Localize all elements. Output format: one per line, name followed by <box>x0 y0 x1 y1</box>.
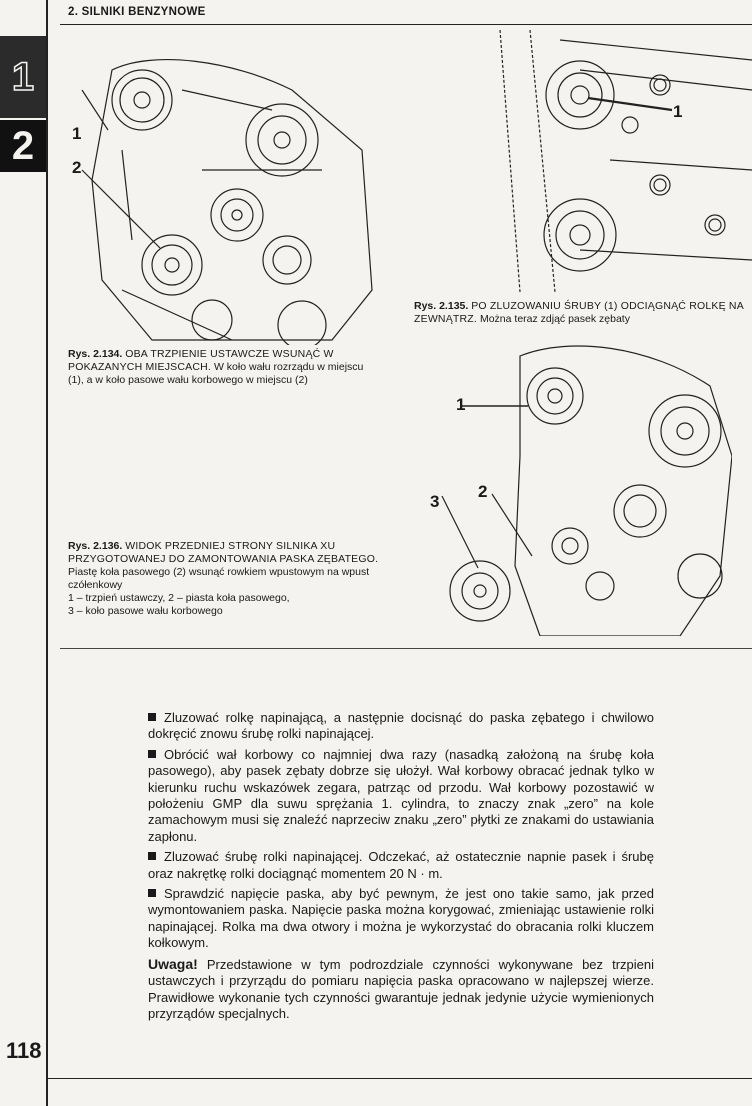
figure-2-136-caption <box>68 540 384 618</box>
fig135-callout-1: 1 <box>673 102 683 121</box>
figure-2-134-caption <box>68 348 378 387</box>
figure-2-136-caption-text: Piastę koła pasowego (2) wsunąć rowkiem wpustowym na wpust czółenkowy <box>68 566 370 591</box>
footer-rule <box>48 1078 752 1079</box>
section-divider <box>60 648 752 649</box>
instruction-step-3-text: Zluzować śrubę rolki napinającej. Odczekać, aż ostatecznie napnie pasek i śrubę oraz nakrętkę rolki dociągnąć momentem 20 N · m. <box>148 849 654 881</box>
figure-2-134-engine-drawing <box>62 30 382 345</box>
figure-2-134-caption-title: OBA TRZPIENIE USTAWCZE WSUNĄĆ W POKAZANYCH MIEJSCACH. <box>68 348 334 373</box>
instruction-step-1-text: Zluzować rolkę napinającą, a następnie docisnąć do paska zębatego i chwilowo dokręcić znowu śrubę rolki napinającej. <box>148 710 654 742</box>
chapter-tab-2-label: 2 <box>11 123 35 168</box>
fig134-callout-1: 1 <box>72 124 82 143</box>
instruction-step-3 <box>148 849 654 882</box>
instruction-note <box>148 956 654 1023</box>
figure-2-136-legend-line-1: 1 – trzpień ustawczy, 2 – piasta koła pasowego, <box>68 592 290 604</box>
figure-2-136-legend-line-2: 3 – koło pasowe wału korbowego <box>68 605 223 617</box>
fig134-callout-2: 2 <box>72 158 82 177</box>
instruction-step-2 <box>148 747 654 845</box>
fig136-callout-3: 3 <box>430 492 440 511</box>
figure-2-136-caption-title: WIDOK PRZEDNIEJ STRONY SILNIKA XU PRZYGOTOWANEJ DO ZAMONTOWANIA PASKA ZĘBATEGO. <box>68 540 379 565</box>
note-label: Uwaga! <box>148 955 198 972</box>
figure-2-135-caption <box>414 300 750 326</box>
bullet-square-icon <box>148 713 156 721</box>
bullet-square-icon <box>148 852 156 860</box>
header-rule <box>60 24 752 25</box>
page-header-title: 2. SILNIKI BENZYNOWE <box>68 6 206 18</box>
bullet-square-icon <box>148 889 156 897</box>
figure-2-135-belt-tensioner-drawing <box>460 30 752 292</box>
figure-2-136-engine-front-drawing <box>420 336 732 636</box>
chapter-tab-2 <box>0 120 46 172</box>
instruction-step-2-text: Obrócić wał korbowy co najmniej dwa razy (nasadką założoną na śrubę koła pasowego), aby pasek zębaty dobrze się ułożył. Wał korbowy obracać jednak tylko w kierunku ruchu wskazówek zegara, patrząc od przodu. Wał korbowy pozostawić w położeniu GMP dla suwu sprężania 1. cylindra, to znaczy znak „zero” na kole zamachowym musi się znaleźć naprzeciw znaku „zero” płytki ze znakami do ustawiania zapłonu. <box>148 746 654 844</box>
page-edge-line <box>46 0 48 1106</box>
bullet-square-icon <box>148 750 156 758</box>
instruction-step-1 <box>148 710 654 743</box>
figure-2-136-number: Rys. 2.136. <box>68 540 123 552</box>
chapter-tab-1 <box>0 36 46 118</box>
instructions-body <box>148 710 654 1026</box>
figure-2-135-caption-title: PO ZLUZOWANIU ŚRUBY (1) ODCIĄGNĄĆ ROLKĘ NA ZEWNĄTRZ. <box>414 300 744 325</box>
fig136-callout-2: 2 <box>478 482 488 501</box>
instruction-step-4-text: Sprawdzić napięcie paska, aby być pewnym, że jest ono takie samo, jak przed wymontowaniem paska. Napięcie paska można korygować, zmieniając ustawienie rolki napinającej. Rolka ma dwa otwory i można je wykorzystać do obracania rolki kluczem kołkowym. <box>148 886 654 951</box>
page-number: 118 <box>6 1038 42 1063</box>
instruction-step-4 <box>148 886 654 952</box>
figure-2-134-number: Rys. 2.134. <box>68 348 123 360</box>
note-text: Przedstawione w tym podrozdziale czynności wykonywane bez trzpieni ustawczych i przyrządu do pomiaru napięcia paska opracowano w najlepszej wierze. Prawidłowe wykonanie tych czynności gwarantuje jednak jedynie użycie wymienionych przyrządów specjalnych. <box>148 956 654 1021</box>
figure-2-134-caption-text: W koło wału rozrządu w miejscu (1), a w koło pasowe wału korbowego w miejscu (2) <box>68 361 364 386</box>
figure-2-135-caption-text: Można teraz zdjąć pasek zębaty <box>479 313 630 325</box>
figure-2-135-number: Rys. 2.135. <box>414 300 469 312</box>
chapter-tab-1-label: 1 <box>11 54 35 99</box>
fig136-callout-1: 1 <box>456 395 466 414</box>
